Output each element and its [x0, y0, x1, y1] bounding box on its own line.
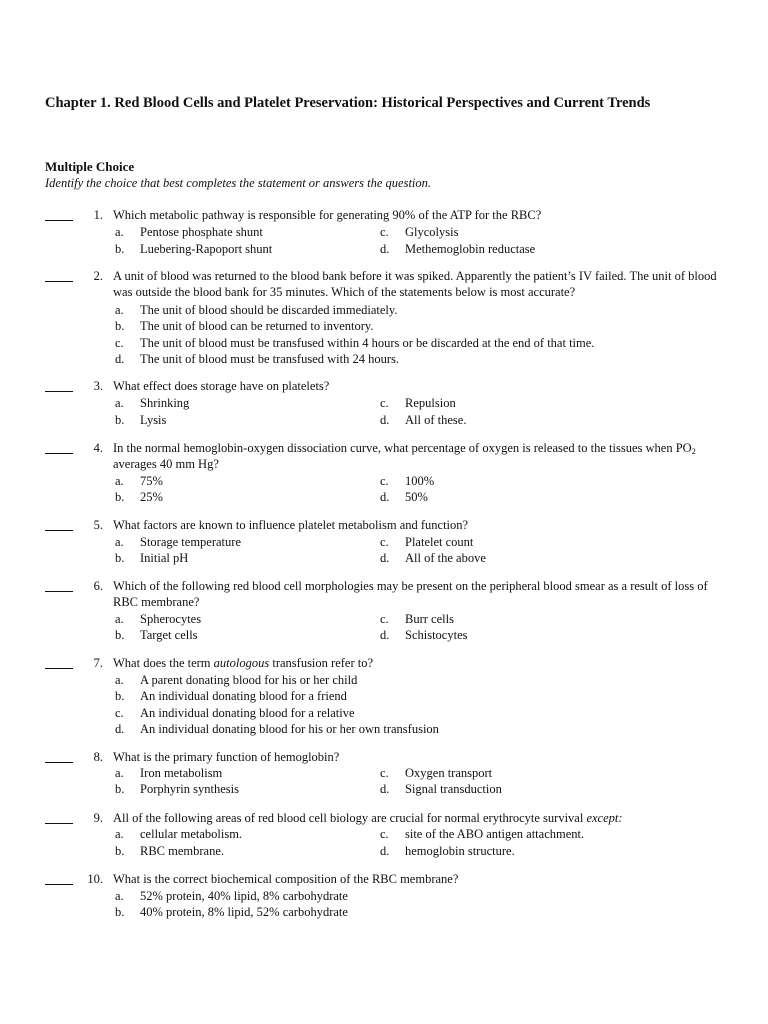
answer-blank[interactable] — [45, 591, 73, 592]
option-d: d. 50% — [380, 490, 428, 504]
option-c: c. Repulsion — [380, 396, 456, 410]
option-d: d. hemoglobin structure. — [380, 844, 515, 858]
question-stem: What effect does storage have on platelets? — [113, 379, 330, 393]
answer-blank[interactable] — [45, 391, 73, 392]
option-b: b. Porphyrin synthesis — [115, 782, 239, 796]
section-heading: Multiple Choice — [45, 159, 135, 174]
option-b: b. Lysis — [115, 413, 167, 427]
option-d: d. The unit of blood must be transfused with 24 hours. — [115, 352, 399, 366]
option-a: a. Storage temperature — [115, 535, 241, 549]
question-number: 9. — [93, 811, 103, 825]
question-stem: Which of the following red blood cell morphologies may be present on the peripheral blood smear as a result of loss of RBC membrane? — [113, 579, 708, 610]
option-c: c. 100% — [380, 474, 435, 488]
question-stem: All of the following areas of red blood cell biology are crucial for normal erythrocyte survival except: — [113, 811, 623, 825]
answer-blank[interactable] — [45, 668, 73, 669]
section-instructions: Identify the choice that best completes the statement or answers the question. — [45, 176, 432, 190]
question-stem: What does the term autologous transfusion refer to? — [113, 656, 374, 670]
option-b: b. Initial pH — [115, 551, 189, 565]
question-number: 8. — [93, 750, 103, 764]
option-d: d. Methemoglobin reductase — [380, 242, 536, 256]
answer-blank[interactable] — [45, 530, 73, 531]
option-b: b. 25% — [115, 490, 163, 504]
option-a: a. 75% — [115, 474, 163, 488]
option-d: d. All of the above — [380, 551, 486, 565]
option-c: c. Oxygen transport — [380, 766, 493, 780]
option-c: c. Glycolysis — [380, 225, 459, 239]
option-b: b. 40% protein, 8% lipid, 52% carbohydrate — [115, 905, 348, 919]
question-stem: What is the primary function of hemoglobin? — [113, 750, 340, 764]
option-d: d. Schistocytes — [380, 628, 468, 642]
option-c: c. site of the ABO antigen attachment. — [380, 827, 585, 841]
question-number: 6. — [93, 579, 103, 593]
answer-blank[interactable] — [45, 220, 73, 221]
option-b: b. Target cells — [115, 628, 198, 642]
question-stem: In the normal hemoglobin-oxygen dissociation curve, what percentage of oxygen is released to the tissues when $PO_2$ averages 40 mm Hg? — [113, 441, 696, 472]
answer-blank[interactable] — [45, 453, 73, 454]
question-number: 7. — [93, 656, 103, 670]
option-a: a. Iron metabolism — [115, 766, 223, 780]
option-a: a. 52% protein, 40% lipid, 8% carbohydrate — [115, 889, 348, 903]
option-b: b. The unit of blood can be returned to inventory. — [115, 319, 374, 333]
answer-blank[interactable] — [45, 823, 73, 824]
page-title: Chapter 1. Red Blood Cells and Platelet Preservation: Historical Perspectives and Current Trends — [45, 95, 651, 111]
option-b: b. RBC membrane. — [115, 844, 225, 858]
question-stem: What factors are known to influence platelet metabolism and function? — [113, 518, 469, 532]
answer-blank[interactable] — [45, 281, 73, 282]
question-stem: Which metabolic pathway is responsible for generating 90% of the ATP for the RBC? — [113, 208, 542, 222]
option-d: d. All of these. — [380, 413, 467, 427]
question-number: 10. — [87, 872, 103, 886]
answer-blank[interactable] — [45, 762, 73, 763]
option-d: d. Signal transduction — [380, 782, 502, 796]
option-a: a. A parent donating blood for his or her child — [115, 673, 358, 687]
option-d: d. An individual donating blood for his or her own transfusion — [115, 722, 439, 736]
answer-blank[interactable] — [45, 884, 73, 885]
question-number: 1. — [93, 208, 103, 222]
option-a: a. The unit of blood should be discarded immediately. — [115, 303, 398, 317]
question-number: 4. — [93, 441, 103, 455]
option-a: a. Pentose phosphate shunt — [115, 225, 263, 239]
option-c: c. Burr cells — [380, 612, 454, 626]
question-number: 5. — [93, 518, 103, 532]
option-c: c. Platelet count — [380, 535, 474, 549]
question-number: 2. — [93, 269, 103, 283]
option-a: a. Shrinking — [115, 396, 190, 410]
question-stem: What is the correct biochemical composition of the RBC membrane? — [113, 872, 459, 886]
question-number: 3. — [93, 379, 103, 393]
option-a: a. cellular metabolism. — [115, 827, 243, 841]
option-b: b. Luebering-Rapoport shunt — [115, 242, 273, 256]
option-b: b. An individual donating blood for a friend — [115, 689, 347, 703]
option-a: a. Spherocytes — [115, 612, 202, 626]
option-c: c. An individual donating blood for a relative — [115, 706, 355, 720]
question-stem: A unit of blood was returned to the blood bank before it was spiked. Apparently the patient’s IV failed. The unit of blood was outside the blood bank for 35 minutes. Which of the statements below is most accurate? — [113, 269, 717, 300]
option-c: c. The unit of blood must be transfused within 4 hours or be discarded at the end of that time. — [115, 336, 595, 350]
